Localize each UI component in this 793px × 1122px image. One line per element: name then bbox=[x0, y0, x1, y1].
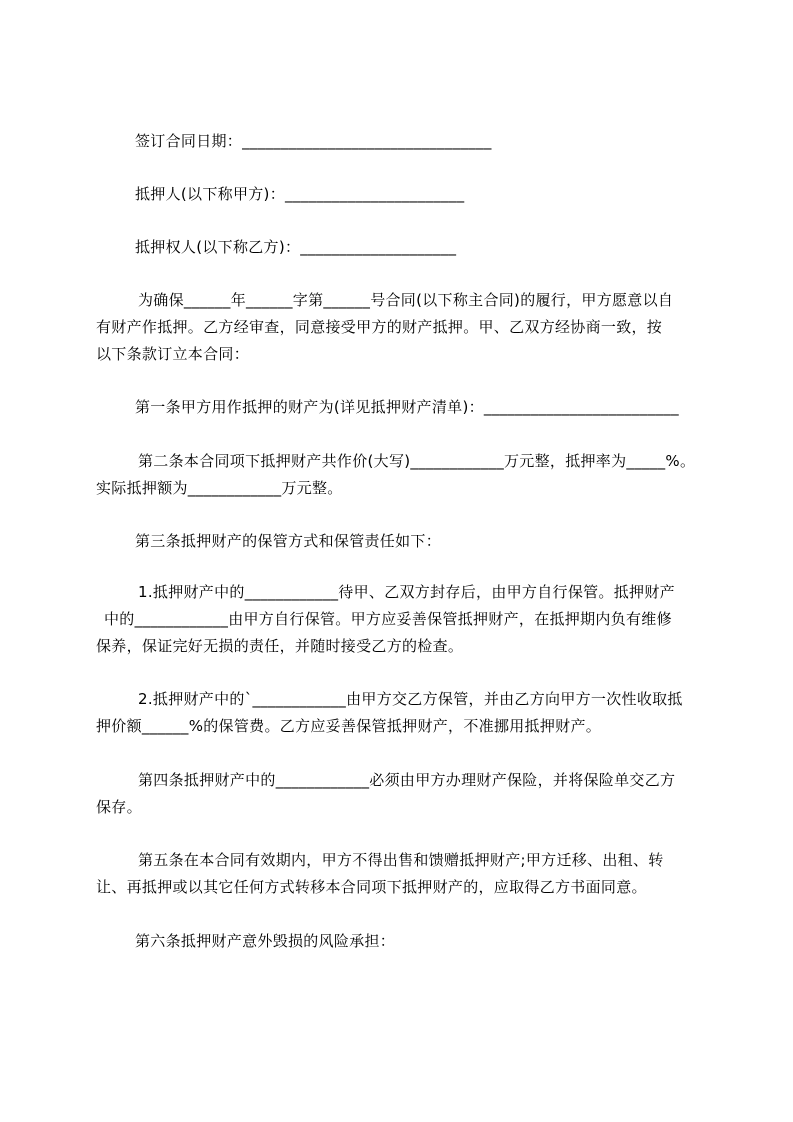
article-5-line-1: 第五条在本合同有效期内，甲方不得出售和馈赠抵押财产;甲方迁移、出租、转 bbox=[138, 851, 664, 869]
article-4-line-1: 第四条抵押财产中的____________必须由甲方办理财产保险，并将保险单交乙方 bbox=[138, 771, 676, 789]
article-2-line-1: 第二条本合同项下抵押财产共作价(大写)____________万元整，抵押率为_____%。 bbox=[138, 452, 696, 470]
article-3-item-2-line-1: 2.抵押财产中的`____________由甲方交乙方保管，并由乙方向甲方一次性收取抵 bbox=[138, 690, 683, 708]
article-1: 第一条甲方用作抵押的财产为(详见抵押财产清单)：_________________________ bbox=[135, 398, 679, 416]
article-3-item-1-line-2: 中的____________由甲方自行保管。甲方应妥善保管抵押财产，在抵押期内负有维修 bbox=[104, 610, 672, 628]
article-3-heading: 第三条抵押财产的保管方式和保管责任如下： bbox=[135, 532, 442, 550]
intro-line-2: 有财产作抵押。乙方经审查，同意接受甲方的财产抵押。甲、乙双方经协商一致，按 bbox=[96, 318, 663, 336]
article-2-line-2: 实际抵押额为____________万元整。 bbox=[96, 479, 343, 497]
article-6-heading: 第六条抵押财产意外毁损的风险承担： bbox=[135, 932, 396, 950]
article-4-line-2: 保存。 bbox=[96, 798, 142, 816]
article-3-item-1-line-1: 1.抵押财产中的____________待甲、乙双方封存后，由甲方自行保管。抵押财产 bbox=[138, 583, 675, 601]
mortgagee-line: 抵押权人(以下称乙方)：____________________ bbox=[135, 238, 457, 256]
intro-line-3: 以下条款订立本合同： bbox=[96, 345, 250, 363]
sign-date-line: 签订合同日期：________________________________ bbox=[135, 132, 492, 150]
article-5-line-2: 让、再抵押或以其它任何方式转移本合同项下抵押财产的，应取得乙方书面同意。 bbox=[96, 878, 647, 896]
mortgagor-line: 抵押人(以下称甲方)：_______________________ bbox=[135, 185, 465, 203]
intro-line-1: 为确保______年______字第______号合同(以下称主合同)的履行，甲方愿意以自 bbox=[138, 291, 674, 309]
article-3-item-2-line-2: 押价额______%的保管费。乙方应妥善保管抵押财产，不准挪用抵押财产。 bbox=[96, 717, 602, 735]
article-3-item-1-line-3: 保养，保证完好无损的责任，并随时接受乙方的检查。 bbox=[96, 637, 464, 655]
